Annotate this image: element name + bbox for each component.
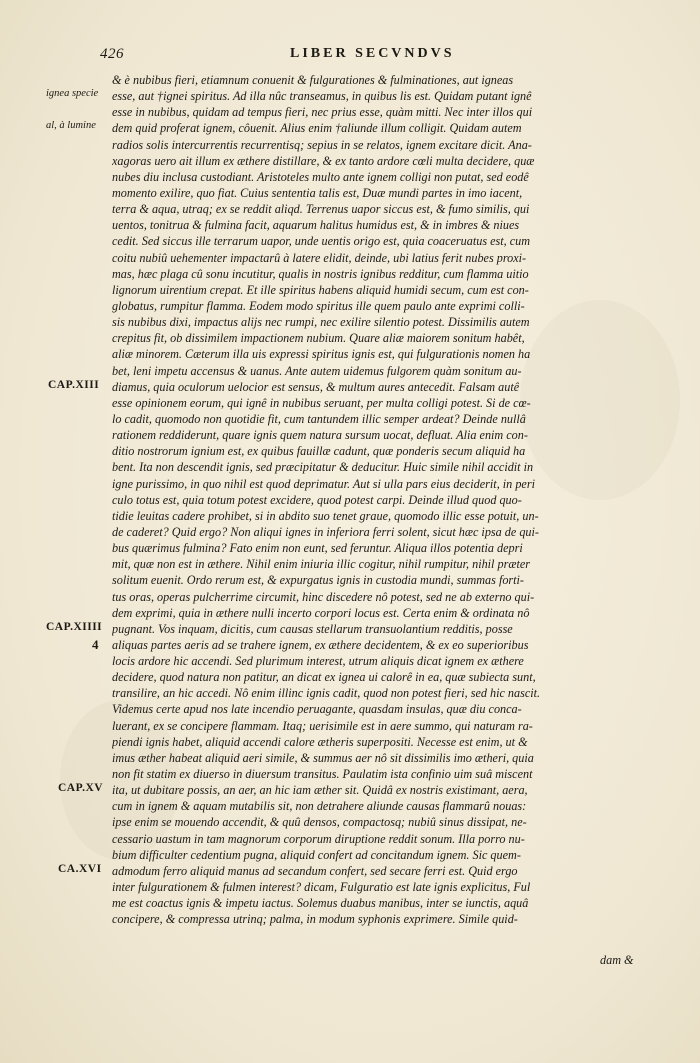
text-line: culo totus est, quia totum potest excidere, quod potest carpi. Deinde illud quod quo- — [112, 492, 522, 507]
text-line: terra & aqua, utraq; ex se reddit aliqd. Terrenus uapor siccus est, & fumo similis, qui — [112, 202, 530, 217]
chapter-marker: CAP.XIII — [48, 379, 100, 391]
text-line: me est coactus ignis & impetu iactus. Solemus duabus manibus, inter se iunctis, aquâ — [112, 896, 529, 911]
text-line: rationem reddiderunt, quare ignis quem natura sursum uocat, defluat. Alia enim con- — [112, 428, 528, 443]
text-line: imus æther habeat aliquid aeri simile, & summus aer nô sit dissimilis imo ætheri, quia — [112, 750, 534, 765]
text-line: momento exilire, quo fiat. Cuius sententia talis est, Duæ mundi partes in imo iacent, — [112, 185, 523, 200]
text-line: aliæ minorem. Cæterum illa uis expressi spiritus ignis est, qui fulgurationis nomen ha — [112, 347, 531, 362]
section-number: 4 — [92, 637, 99, 652]
margin-note: al, à lumine — [46, 120, 96, 131]
text-line: dem exprimi, quia in æthere nulli incerto corpori locus est. Certa enim & ordinata nô — [112, 605, 530, 620]
text-line: transilire, an hic accedi. Nô enim illinc ignis cadit, quod non potest fieri, sed hic nascit. — [112, 686, 541, 701]
margin-note: ignea specie — [46, 88, 99, 99]
text-line: cessario uastum in tam magnorum corporum diruptione reddit sonum. Illa porro nu- — [112, 831, 525, 846]
chapter-marker: CA.XVI — [58, 863, 102, 875]
chapter-marker: CAP.XV — [58, 782, 104, 794]
text-line: cum in ignem & aquam mutabilis sit, non detrahere aliunde causas flammarû nouas: — [112, 799, 527, 814]
text-line: concipere, & compressa utrinq; palma, in modum syphonis exprimere. Simile quid- — [112, 912, 518, 927]
text-line: solitum euenit. Ordo rerum est, & expurgatus ignis in custodia mundi, summas forti- — [112, 573, 524, 588]
text-line: tus oras, operas pulcherrime circumit, hinc discedere nô potest, sed ne ab externo qui- — [112, 589, 535, 604]
text-line: radios solis intercurrentis recurrentisq; sepius in se relatos, ignem excitare dicit. Ana- — [112, 137, 532, 152]
text-line: inter fulgurationem & fulmen interest? dicam, Fulguratio est late ignis explicitus, Ful — [112, 880, 531, 895]
text-line: lo cadit, quomodo non quotidie fit, cum tantundem illic semper ardeat? Deinde nullâ — [112, 411, 526, 426]
text-line: bet, leni impetu accensus & uanus. Ante autem uidemus fulgorem quàm sonitum au- — [112, 363, 522, 378]
folio-number: 426 — [100, 46, 124, 62]
text-line: esse opinionem eorum, qui ignê in nubibus seruant, per multa colligi potest. Si de cœ- — [112, 395, 531, 410]
text-line: globatus, rumpitur flamma. Eodem modo spiritus ille quem paulo ante exprimi colli- — [112, 298, 525, 313]
text-line: & è nubibus fieri, etiamnum conuenit & fulgurationes & fulminationes, aut igneas — [112, 73, 514, 87]
text-line: diamus, quia oculorum uelocior est sensus, & multum aures antecedit. Falsam autê — [112, 379, 520, 394]
text-line: bent. Ita non descendit ignis, sed præcipitatur & deducitur. Huic simile nihil accidit in — [112, 460, 534, 475]
text-line: lignorum uirentium crepat. Et ille spiritus habens aliquid humidi secum, cum est con- — [112, 282, 529, 297]
text-line: admodum ferro aliquid manus ad secandum confert, sed secare ferri est. Quid ergo — [112, 863, 518, 878]
catchword: dam & — [600, 953, 634, 967]
text-line: non fit statim ex diuerso in diuersum transitus. Paulatim ista confinio uim suâ miscent — [112, 767, 533, 782]
running-head: LIBER SECVNDVS — [290, 46, 455, 61]
text-line: mas, hæc plaga cû sonu incutitur, qualis in nostris ignibus redditur, cum flamma uitio — [112, 266, 529, 281]
text-line: locis ardore hic accendi. Sed plurimum interest, utrum aliquis dicat ignem ex æthere — [112, 654, 524, 669]
text-line: uentos, tonitrua & fulmina facit, aquarum halitus humidus est, & in imbres & niues — [112, 218, 520, 233]
text-line: ditio nostrorum ignium est, ex quibus fauillæ cadunt, quæ ponderis secum aliquid ha — [112, 444, 526, 459]
text-line: pugnant. Vos inquam, dicitis, cum causas stellarum transuolantium redditis, posse — [112, 621, 513, 636]
text-line: luerant, ex se concipere flammam. Itaq; uerisimile est in aere summo, qui naturam ra- — [112, 718, 533, 733]
body-text — [112, 72, 630, 927]
text-line: crepitus fit, ob dissimilem impactionem nubium. Quare aliæ maiorem sonitum habêt, — [112, 331, 525, 346]
text-line: decidere, quod natura non patitur, an dicat ex ignea ui calorê in ea, quæ subiecta sunt, — [112, 670, 536, 685]
text-line: bium difficulter cedentium pugna, aliquid confert ad concitandum ignem. Sic quem- — [112, 847, 521, 862]
text-line: xagoras uero ait illum ex æthere distillare, & ex tanto ardore cœli multa decidere, quæ — [112, 153, 535, 168]
text-line: cedit. Sed siccus ille terrarum uapor, unde uentis origo est, quia coaceruatus est, cum — [112, 234, 531, 249]
page-header — [0, 46, 700, 66]
text-line: igne purissimo, in quo nihil est quod deprimatur. Aut si ulla pars eius deciderit, in peri — [112, 476, 535, 491]
text-line: aliquas partes aeris ad se trahere ignem, ex æthere decidentem, & ex eo superioribus — [112, 637, 529, 652]
text-line: esse in nubibus, quidam ad tempus fieri, nec prius esse, quàm mitti. Nec inter illos qui — [112, 105, 533, 120]
text-line: tidie leuitas cadere prohibet, si in abdito suo tenet graue, quomodo illic esse potuit, un- — [112, 508, 539, 523]
text-line: mit, quæ non est in æthere. Nihil enim iniuria illic cogitur, nihil rumpitur, nihil præter — [112, 557, 530, 572]
text-line: esse, aut †ignei spiritus. Ad illa nûc transeamus, in quibus lis est. Quidam putant ignê — [112, 89, 532, 104]
text-line: sis nubibus dixi, impactus alijs nec rumpi, nec exilire silentio potest. Dissimilis autem — [112, 315, 530, 330]
text-line: bus quærimus fulmina? Fato enim non eunt, sed feruntur. Aliqua illos potentia depri — [112, 541, 523, 556]
text-line: nubes diu inclusa custodiant. Aristoteles multo ante ignem colligi non putat, sed eodê — [112, 169, 529, 184]
chapter-marker: CAP.XIIII — [46, 621, 103, 633]
text-line: de caderet? Quid ergo? Non aliqui ignes in inferiora ferri solent, sicut hæc ipsa de qui- — [112, 524, 539, 539]
text-line: dem quid proferat ignem, côuenit. Alius enim †aliunde illum colligit. Quidam autem — [112, 121, 522, 136]
text-line: piendi ignis habet, aliquid accendi calore ætheris superpositi. Necesse est enim, ut & — [112, 734, 528, 749]
text-line: coitu nubiû uehementer impactarû à latere elidit, deinde, ubi latius ferit nubes proxi- — [112, 250, 527, 265]
text-line: ita, ut dubitare possis, an aer, an hic iam æther sit. Quidâ ex nostris existimant, aera, — [112, 783, 528, 798]
text-line: ipse enim se mouendo accendit, & quû densos, compactosq; nubiû sinus dissipat, ne- — [112, 815, 527, 830]
text-line: Videmus certe apud nos late incendio peruagante, quasdam insulas, quæ diu conca- — [112, 702, 522, 717]
